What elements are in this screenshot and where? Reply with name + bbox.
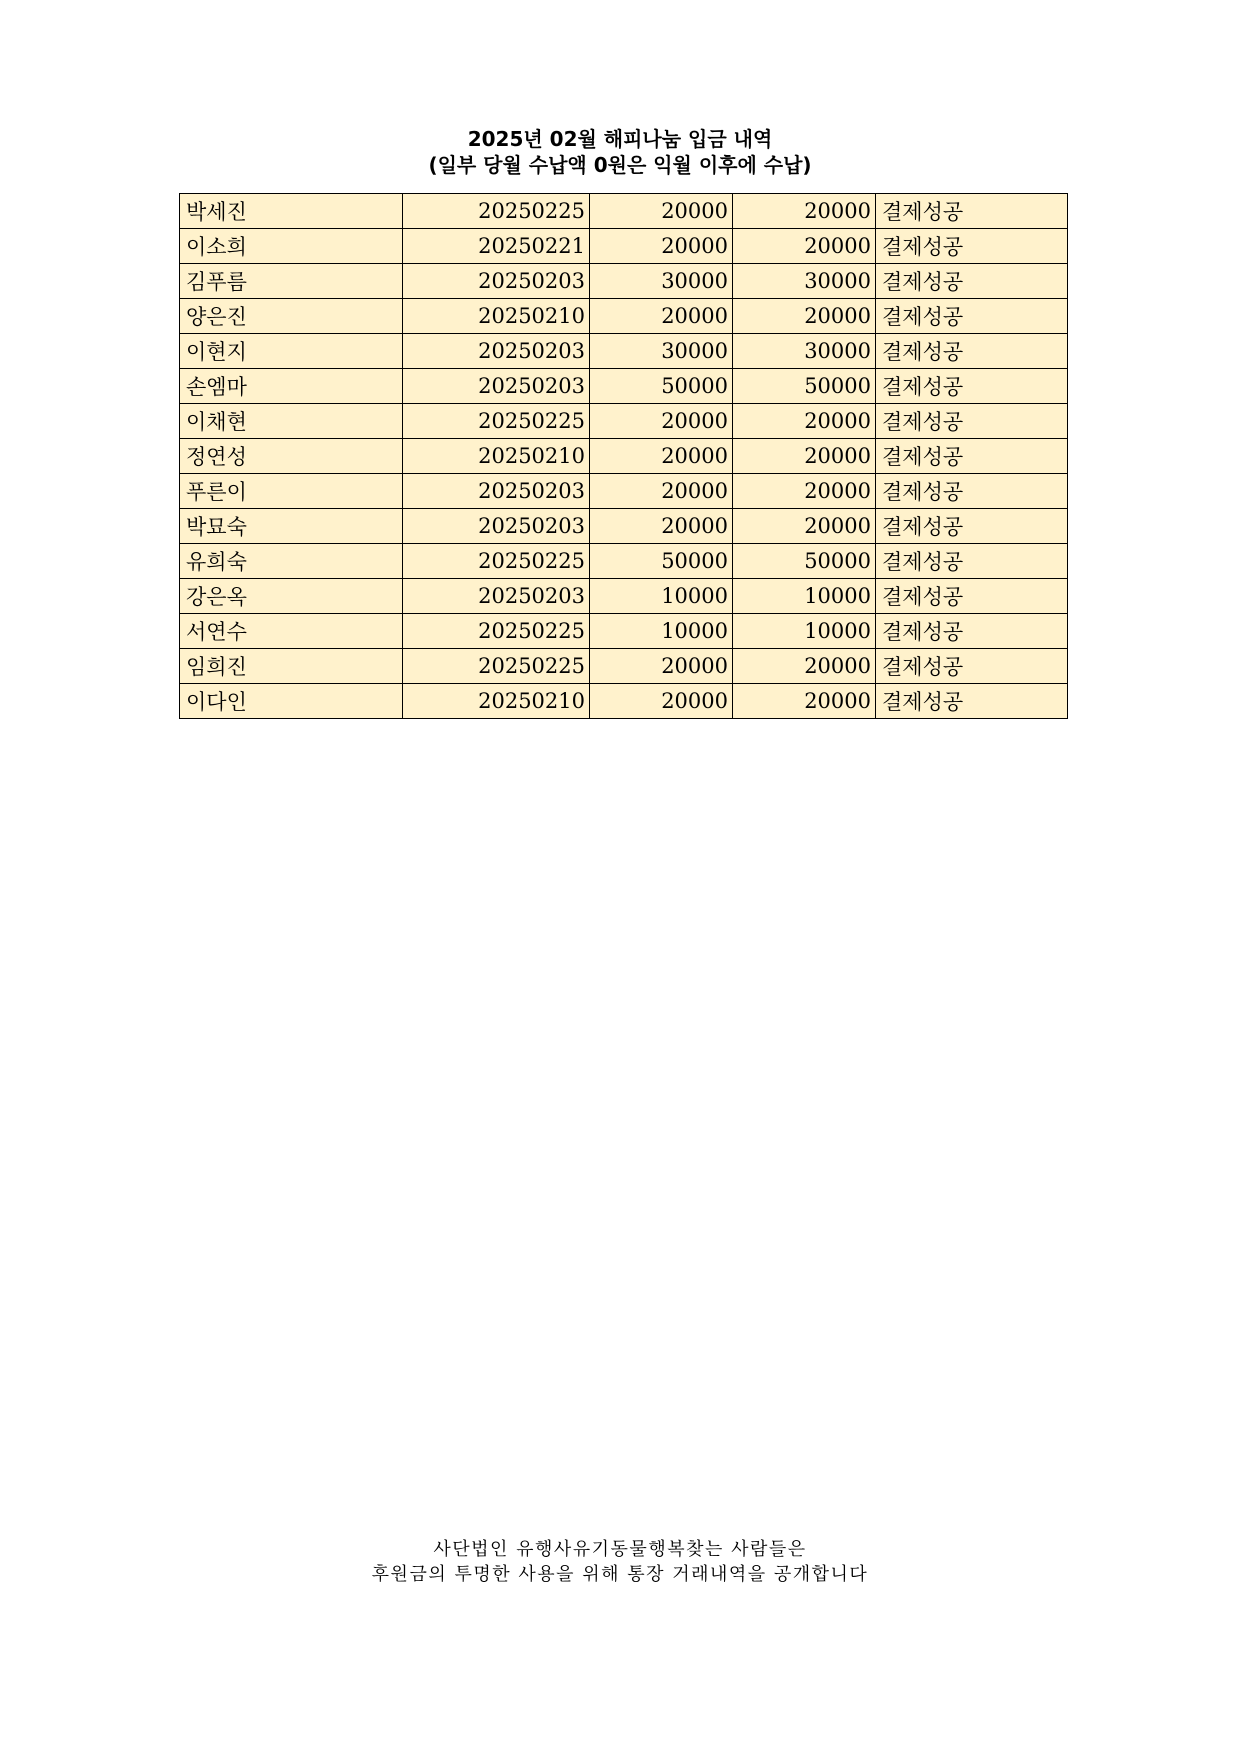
paid-amount-cell: 20000 [733, 509, 876, 544]
payment-status-cell: 결제성공 [876, 369, 1068, 404]
table-row [180, 264, 1068, 299]
paid-amount-cell: 50000 [733, 544, 876, 579]
deposit-date-cell: 20250203 [403, 474, 590, 509]
paid-amount-cell: 20000 [733, 404, 876, 439]
payment-status-cell: 결제성공 [876, 334, 1068, 369]
donor-name-cell: 유희숙 [180, 544, 403, 579]
table-row [180, 649, 1068, 684]
donor-name-cell: 푸른이 [180, 474, 403, 509]
donor-name-cell: 서연수 [180, 614, 403, 649]
pledged-amount-cell: 10000 [590, 579, 733, 614]
table-row [180, 614, 1068, 649]
paid-amount-cell: 20000 [733, 439, 876, 474]
donor-name-cell: 이현지 [180, 334, 403, 369]
payment-status-cell: 결제성공 [876, 264, 1068, 299]
deposit-date-cell: 20250210 [403, 439, 590, 474]
footer-line-2: 후원금의 투명한 사용을 위해 통장 거래내역을 공개합니다 [371, 1564, 869, 1585]
deposit-table [179, 193, 1068, 719]
pledged-amount-cell: 20000 [590, 509, 733, 544]
footer-line-1: 사단법인 유행사유기동물행복찾는 사람들은 [433, 1539, 807, 1560]
deposit-date-cell: 20250203 [403, 264, 590, 299]
deposit-table-body [180, 194, 1068, 719]
payment-status-cell: 결제성공 [876, 404, 1068, 439]
pledged-amount-cell: 10000 [590, 614, 733, 649]
deposit-date-cell: 20250203 [403, 579, 590, 614]
payment-status-cell: 결제성공 [876, 194, 1068, 229]
paid-amount-cell: 20000 [733, 299, 876, 334]
deposit-date-cell: 20250225 [403, 404, 590, 439]
deposit-date-cell: 20250203 [403, 334, 590, 369]
page-subtitle: (일부 당월 수납액 0원은 익월 이후에 수납) [428, 153, 812, 177]
pledged-amount-cell: 20000 [590, 474, 733, 509]
payment-status-cell: 결제성공 [876, 579, 1068, 614]
payment-status-cell: 결제성공 [876, 439, 1068, 474]
pledged-amount-cell: 30000 [590, 264, 733, 299]
paid-amount-cell: 20000 [733, 474, 876, 509]
pledged-amount-cell: 50000 [590, 369, 733, 404]
donor-name-cell: 손엠마 [180, 369, 403, 404]
table-row [180, 369, 1068, 404]
pledged-amount-cell: 50000 [590, 544, 733, 579]
payment-status-cell: 결제성공 [876, 684, 1068, 719]
donor-name-cell: 강은옥 [180, 579, 403, 614]
payment-status-cell: 결제성공 [876, 649, 1068, 684]
deposit-date-cell: 20250210 [403, 684, 590, 719]
donor-name-cell: 정연성 [180, 439, 403, 474]
pledged-amount-cell: 20000 [590, 439, 733, 474]
donor-name-cell: 이다인 [180, 684, 403, 719]
table-row [180, 509, 1068, 544]
table-row [180, 579, 1068, 614]
table-row [180, 439, 1068, 474]
payment-status-cell: 결제성공 [876, 544, 1068, 579]
deposit-date-cell: 20250225 [403, 194, 590, 229]
deposit-date-cell: 20250210 [403, 299, 590, 334]
pledged-amount-cell: 20000 [590, 194, 733, 229]
deposit-date-cell: 20250203 [403, 509, 590, 544]
table-row [180, 299, 1068, 334]
paid-amount-cell: 10000 [733, 614, 876, 649]
payment-status-cell: 결제성공 [876, 614, 1068, 649]
donor-name-cell: 양은진 [180, 299, 403, 334]
pledged-amount-cell: 20000 [590, 229, 733, 264]
deposit-date-cell: 20250225 [403, 614, 590, 649]
paid-amount-cell: 10000 [733, 579, 876, 614]
table-row [180, 194, 1068, 229]
payment-status-cell: 결제성공 [876, 229, 1068, 264]
paid-amount-cell: 20000 [733, 194, 876, 229]
payment-status-cell: 결제성공 [876, 474, 1068, 509]
donor-name-cell: 김푸름 [180, 264, 403, 299]
pledged-amount-cell: 20000 [590, 684, 733, 719]
deposit-date-cell: 20250225 [403, 544, 590, 579]
paid-amount-cell: 50000 [733, 369, 876, 404]
payment-status-cell: 결제성공 [876, 509, 1068, 544]
pledged-amount-cell: 30000 [590, 334, 733, 369]
table-row [180, 334, 1068, 369]
table-row [180, 229, 1068, 264]
table-row [180, 684, 1068, 719]
paid-amount-cell: 30000 [733, 334, 876, 369]
table-row [180, 404, 1068, 439]
pledged-amount-cell: 20000 [590, 404, 733, 439]
donor-name-cell: 박세진 [180, 194, 403, 229]
paid-amount-cell: 30000 [733, 264, 876, 299]
donor-name-cell: 임희진 [180, 649, 403, 684]
document-header [0, 126, 1240, 178]
document-footer [0, 1537, 1240, 1587]
table-row [180, 544, 1068, 579]
deposit-date-cell: 20250203 [403, 369, 590, 404]
donor-name-cell: 이채현 [180, 404, 403, 439]
donor-name-cell: 이소희 [180, 229, 403, 264]
pledged-amount-cell: 20000 [590, 649, 733, 684]
payment-status-cell: 결제성공 [876, 299, 1068, 334]
donor-name-cell: 박묘숙 [180, 509, 403, 544]
page-title: 2025년 02월 해피나눔 입금 내역 [467, 127, 773, 151]
paid-amount-cell: 20000 [733, 229, 876, 264]
deposit-date-cell: 20250221 [403, 229, 590, 264]
paid-amount-cell: 20000 [733, 684, 876, 719]
paid-amount-cell: 20000 [733, 649, 876, 684]
deposit-date-cell: 20250225 [403, 649, 590, 684]
table-row [180, 474, 1068, 509]
pledged-amount-cell: 20000 [590, 299, 733, 334]
